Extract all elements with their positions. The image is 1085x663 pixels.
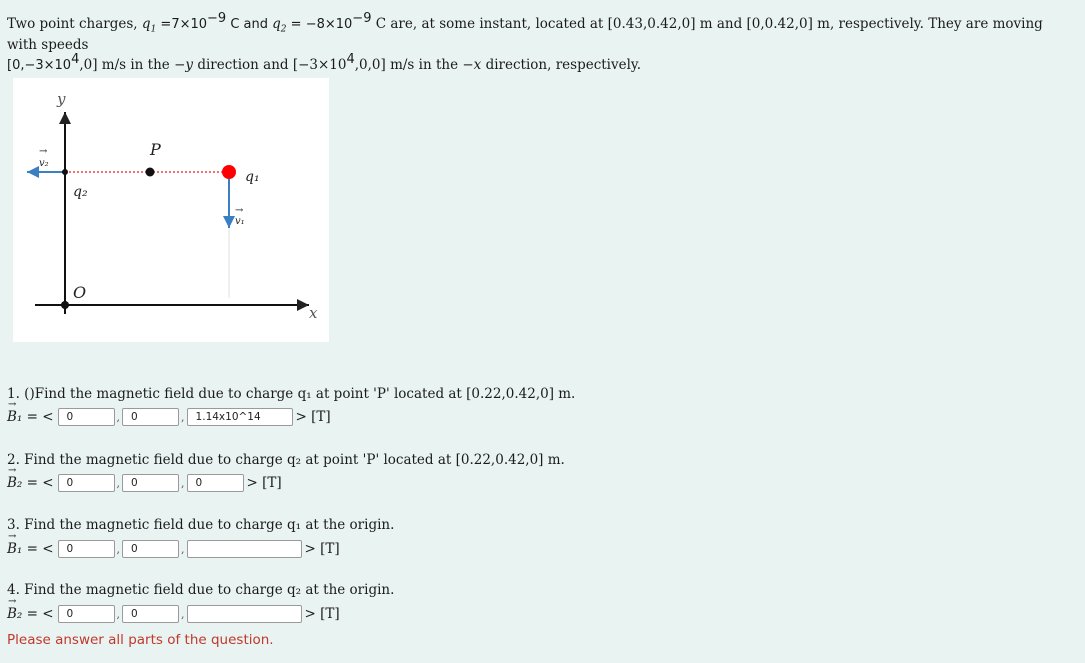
v1-vector-a: [0,−3×10 bbox=[7, 58, 72, 73]
intro-text: Two point charges, bbox=[7, 16, 142, 32]
q4-bx-input[interactable]: 0 bbox=[58, 605, 115, 623]
q1-bx-input[interactable]: 0 bbox=[58, 408, 115, 426]
v2-vector-b: ,0,0] m/s in the bbox=[354, 57, 463, 73]
v2-exponent: 4 bbox=[346, 51, 355, 67]
q1-label: q₁ bbox=[245, 169, 260, 185]
question-1-prompt: 1. ()Find the magnetic field due to charge q₁ at point 'P' located at [0.22,0.42,0] m. bbox=[7, 386, 576, 402]
v1-label: v₁ bbox=[235, 216, 245, 227]
direction-minus-x: −x bbox=[462, 57, 482, 73]
v1-vector-b: ,0] m/s in the bbox=[79, 57, 175, 73]
point-p-label: P bbox=[150, 140, 161, 159]
q2-symbol: $q_2$ bbox=[272, 16, 287, 35]
question-4-prompt: 4. Find the magnetic field due to charge q₂ at the origin. bbox=[7, 582, 395, 598]
answer-all-warning: Please answer all parts of the question. bbox=[7, 632, 274, 648]
problem-statement bbox=[7, 10, 1077, 76]
q1-exponent: −9 bbox=[207, 10, 227, 26]
line2-end: direction, respectively. bbox=[481, 57, 642, 73]
q2-unit-text: C are, at some instant, located at [0.43,0.42,0] m and [0,0.42,0] m, respectively. They are moving with speeds bbox=[7, 16, 1043, 53]
q4-bz-input[interactable] bbox=[187, 605, 302, 623]
b2-lhs: → B₂ = < bbox=[7, 475, 54, 491]
q1-charge bbox=[222, 165, 236, 179]
origin-label: O bbox=[73, 283, 87, 302]
question-1-answer-row: → B₁ = < 0 , 0 , 1.14x10^14 > [T] bbox=[7, 406, 331, 428]
point-p-dot bbox=[146, 168, 155, 177]
question-3-prompt: 3. Find the magnetic field due to charge q₁ at the origin. bbox=[7, 517, 395, 533]
b2-origin-lhs: → B₂ = < bbox=[7, 606, 54, 622]
q1-by-input[interactable]: 0 bbox=[122, 408, 179, 426]
problem-line-1 bbox=[7, 10, 1077, 55]
q1-unit: > [T] bbox=[295, 409, 331, 425]
q2-exponent: −9 bbox=[352, 10, 372, 26]
question-4-answer-row: → B₂ = < 0 , 0 , > [T] bbox=[7, 603, 340, 625]
q1-symbol: $q_1$ bbox=[141, 16, 157, 35]
q2-bx-input[interactable]: 0 bbox=[58, 474, 115, 492]
b1-origin-lhs: → B₁ = < bbox=[7, 541, 54, 557]
q3-by-input[interactable]: 0 bbox=[122, 540, 179, 558]
q1-value: =7×10 bbox=[156, 17, 208, 32]
svg-text:→: → bbox=[39, 146, 48, 157]
v2-label: v₂ bbox=[39, 158, 49, 169]
q1-unit: C and bbox=[226, 17, 273, 32]
v1-exponent: 4 bbox=[71, 51, 80, 67]
q2-unit: > [T] bbox=[246, 475, 282, 491]
x-axis-label: x bbox=[309, 304, 318, 322]
b1-lhs: → B₁ = < bbox=[7, 409, 54, 425]
diagram-svg bbox=[13, 78, 329, 342]
q3-bz-input[interactable] bbox=[187, 540, 302, 558]
q4-unit: > [T] bbox=[304, 606, 340, 622]
problem-line-2 bbox=[7, 51, 1077, 76]
q1-bz-input[interactable]: 1.14x10^14 bbox=[187, 408, 293, 426]
charges-diagram bbox=[13, 78, 329, 342]
question-2-prompt: 2. Find the magnetic field due to charge q₂ at point 'P' located at [0.22,0.42,0] m. bbox=[7, 452, 565, 468]
q2-value: = −8×10 bbox=[286, 17, 353, 32]
svg-text:→: → bbox=[235, 205, 244, 216]
y-axis-label: y bbox=[57, 90, 66, 108]
question-3-answer-row: → B₁ = < 0 , 0 , > [T] bbox=[7, 538, 340, 560]
q2-by-input[interactable]: 0 bbox=[122, 474, 179, 492]
direction-minus-y: −y bbox=[174, 57, 194, 73]
q2-bz-input[interactable]: 0 bbox=[187, 474, 244, 492]
v2-vector-a: direction and [−3×10 bbox=[193, 57, 347, 73]
q3-unit: > [T] bbox=[304, 541, 340, 557]
q2-dot bbox=[62, 169, 68, 175]
q3-bx-input[interactable]: 0 bbox=[58, 540, 115, 558]
q2-label: q₂ bbox=[73, 184, 88, 200]
q4-by-input[interactable]: 0 bbox=[122, 605, 179, 623]
origin-dot bbox=[61, 301, 69, 309]
question-2-answer-row: → B₂ = < 0 , 0 , 0 > [T] bbox=[7, 472, 282, 494]
